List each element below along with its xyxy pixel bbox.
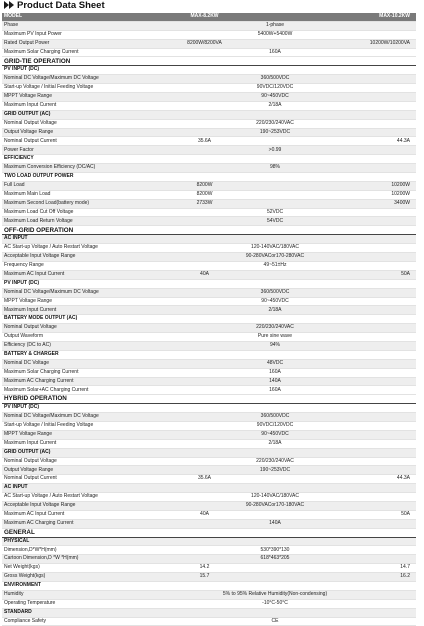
subsection-heading: TWO LOAD OUTPUT POWER — [2, 173, 416, 182]
row-value: 90-280VACor170-180VAC — [134, 501, 416, 510]
row-label: Nominal Output Voltage — [2, 324, 134, 333]
row-label: Nominal DC Voltage/Maximum DC Voltage — [2, 288, 134, 297]
row-value-model-b: 16.2 — [275, 573, 416, 582]
row-label: Output Waveform — [2, 333, 134, 342]
row-label: Start-up Voltage / Initial Feeding Voltage — [2, 84, 134, 93]
table-row — [2, 84, 416, 93]
row-value: 220/230/240VAC — [134, 324, 416, 333]
row-label: Gross Weight(kgs) — [2, 573, 134, 582]
row-label: Output Voltage Range — [2, 466, 134, 475]
row-value-model-b: 10200W — [275, 181, 416, 190]
row-label: Compliance Safety — [2, 617, 134, 626]
table-row — [2, 466, 416, 475]
table-row — [2, 590, 416, 599]
table-row — [2, 377, 416, 386]
row-value: -10°C-50°C — [134, 599, 416, 608]
subsection-heading-row — [2, 235, 416, 244]
table-row — [2, 270, 416, 279]
row-value: 190~253VDC — [134, 128, 416, 137]
table-row — [2, 306, 416, 315]
row-label: Nominal DC Voltage/Maximum DC Voltage — [2, 75, 134, 84]
row-value: 220/230/240VAC — [134, 119, 416, 128]
row-label: Maximum AC Charging Current — [2, 519, 134, 528]
subsection-heading-row — [2, 484, 416, 493]
table-row — [2, 208, 416, 217]
row-label: Maximum Conversion Efficiency (DC/AC) — [2, 164, 134, 173]
row-label: Maximum Load Return Voltage — [2, 217, 134, 226]
table-row — [2, 21, 416, 30]
table-row — [2, 39, 416, 48]
row-value: 5% to 95% Relative Humidity(Non-condensing) — [134, 590, 416, 599]
row-label: Nominal Output Current — [2, 137, 134, 146]
subsection-heading-row — [2, 279, 416, 288]
row-value-model-b: 50A — [275, 510, 416, 519]
row-label: MPPT Voltage Range — [2, 93, 134, 102]
table-row — [2, 288, 416, 297]
subsection-heading: STANDARD — [2, 608, 416, 617]
row-value-model-b: 10200W/10200VA — [275, 39, 416, 48]
table-row — [2, 359, 416, 368]
row-value-model-b: 3400W — [275, 199, 416, 208]
page-header — [0, 0, 424, 14]
row-label: Efficiency (DC to AC) — [2, 341, 134, 350]
row-label: AC Start-up Voltage / Auto Restart Voltage — [2, 493, 134, 502]
row-value: 140A — [134, 377, 416, 386]
row-value: 2/18A — [134, 101, 416, 110]
row-value: 52VDC — [134, 208, 416, 217]
section-heading: GENERAL — [2, 528, 416, 537]
table-row — [2, 253, 416, 262]
subsection-heading-row — [2, 608, 416, 617]
subsection-heading: AC INPUT — [2, 235, 416, 244]
row-value: 94% — [134, 341, 416, 350]
row-label: Dimension,D*W*H(mm) — [2, 546, 134, 555]
subsection-heading-row — [2, 173, 416, 182]
subsection-heading: BATTERY & CHARGER — [2, 350, 416, 359]
row-label: Maximum Second Load(battery mode) — [2, 199, 134, 208]
row-value: 2/18A — [134, 306, 416, 315]
table-row — [2, 93, 416, 102]
section-heading-row — [2, 395, 416, 404]
subsection-heading: GRID OUTPUT (AC) — [2, 448, 416, 457]
table-row — [2, 564, 416, 573]
table-row — [2, 101, 416, 110]
row-value: 2/18A — [134, 439, 416, 448]
table-row — [2, 128, 416, 137]
row-value: 530*390*130 — [134, 546, 416, 555]
row-label: Nominal Output Voltage — [2, 457, 134, 466]
row-label: Maximum Solar Charging Current — [2, 48, 134, 57]
row-label: Maximum Input Current — [2, 101, 134, 110]
section-heading-row — [2, 226, 416, 235]
page-title: Product Data Sheet — [17, 0, 105, 11]
row-label: Maximum Solar+AC Charging Current — [2, 386, 134, 395]
row-label: Acceptable Input Voltage Range — [2, 253, 134, 262]
section-heading: HYBRID OPERATION — [2, 395, 416, 404]
row-value: 160A — [134, 386, 416, 395]
row-label: Maximum Input Current — [2, 306, 134, 315]
row-label: Maximum Load Cut Off Voltage — [2, 208, 134, 217]
table-row — [2, 475, 416, 484]
table-row — [2, 217, 416, 226]
table-row — [2, 75, 416, 84]
row-value: 49~51±Hz — [134, 261, 416, 270]
header-model-b: MAX-10.2KW — [275, 13, 416, 21]
row-value: 48VDC — [134, 359, 416, 368]
row-value: 90~450VDC — [134, 93, 416, 102]
row-value-model-a: 35.6A — [134, 475, 275, 484]
row-label: Power Factor — [2, 146, 134, 155]
row-value: 360/500VDC — [134, 413, 416, 422]
table-row — [2, 244, 416, 253]
row-label: Acceptable Input Voltage Range — [2, 501, 134, 510]
row-value-model-b: 50A — [275, 270, 416, 279]
row-label: AC Start-up Voltage / Auto Restart Voltage — [2, 244, 134, 253]
subsection-heading-row — [2, 350, 416, 359]
row-label: Maximum AC Input Current — [2, 270, 134, 279]
row-label: Operating Temperature — [2, 599, 134, 608]
section-heading-row — [2, 57, 416, 66]
row-value-model-a: 40A — [134, 510, 275, 519]
row-value: 140A — [134, 519, 416, 528]
table-row — [2, 324, 416, 333]
subsection-heading-row — [2, 537, 416, 546]
row-value-model-b: 44.3A — [275, 475, 416, 484]
row-value: 90VDC/120VDC — [134, 84, 416, 93]
row-value: Pure sine wave — [134, 333, 416, 342]
row-label: Nominal Output Current — [2, 475, 134, 484]
subsection-heading-row — [2, 404, 416, 413]
table-row — [2, 386, 416, 395]
subsection-heading: PHYSICAL — [2, 537, 416, 546]
table-row — [2, 181, 416, 190]
row-label: Cartoon Dimension,D *W *H(mm) — [2, 555, 134, 564]
section-heading: GRID-TIE OPERATION — [2, 57, 416, 66]
row-value: CE — [134, 617, 416, 626]
row-value-model-a: 40A — [134, 270, 275, 279]
arrow-right-icon — [9, 1, 14, 9]
subsection-heading: PV INPUT (DC) — [2, 404, 416, 413]
table-row — [2, 137, 416, 146]
table-row — [2, 599, 416, 608]
row-value-model-a: 8200W/8200VA — [134, 39, 275, 48]
table-row — [2, 190, 416, 199]
subsection-heading-row — [2, 448, 416, 457]
subsection-heading-row — [2, 155, 416, 164]
table-row — [2, 546, 416, 555]
row-label: MPPT Voltage Range — [2, 430, 134, 439]
row-label: Maximum AC Charging Current — [2, 377, 134, 386]
row-value: 90~450VDC — [134, 297, 416, 306]
row-value-model-a: 14.2 — [134, 564, 275, 573]
subsection-heading-row — [2, 315, 416, 324]
row-label: Frequency Range — [2, 261, 134, 270]
table-header-row — [2, 13, 416, 21]
row-value: 120-140VAC/180VAC — [134, 244, 416, 253]
table-row — [2, 519, 416, 528]
row-label: Nominal Output Voltage — [2, 119, 134, 128]
subsection-heading-row — [2, 582, 416, 591]
row-value: 90VDC/120VDC — [134, 421, 416, 430]
row-value-model-b: 44.3A — [275, 137, 416, 146]
table-row — [2, 457, 416, 466]
table-row — [2, 555, 416, 564]
subsection-heading-row — [2, 66, 416, 75]
row-value: 360/500VDC — [134, 288, 416, 297]
subsection-heading-row — [2, 110, 416, 119]
row-value-model-a: 2733W — [134, 199, 275, 208]
row-label: Nominal DC Voltage — [2, 359, 134, 368]
subsection-heading: PV INPUT (DC) — [2, 279, 416, 288]
row-label: Nominal DC Voltage/Maximum DC Voltage — [2, 413, 134, 422]
row-label: Phase — [2, 21, 134, 30]
table-row — [2, 510, 416, 519]
table-row — [2, 501, 416, 510]
table-row — [2, 164, 416, 173]
table-row — [2, 439, 416, 448]
subsection-heading: EFFICIENCY — [2, 155, 416, 164]
subsection-heading: PV INPUT (DC) — [2, 66, 416, 75]
header-model-label: MODEL — [2, 13, 134, 21]
section-heading-row — [2, 528, 416, 537]
table-row — [2, 119, 416, 128]
table-row — [2, 617, 416, 626]
row-value: 54VDC — [134, 217, 416, 226]
table-row — [2, 430, 416, 439]
spec-table — [2, 13, 416, 626]
subsection-heading: BATTERY MODE OUTPUT (AC) — [2, 315, 416, 324]
section-heading: OFF-GRID OPERATION — [2, 226, 416, 235]
row-value-model-b: 14.7 — [275, 564, 416, 573]
table-row — [2, 413, 416, 422]
row-value-model-a: 8200W — [134, 181, 275, 190]
table-row — [2, 30, 416, 39]
row-value: 5400W+5400W — [134, 30, 416, 39]
row-value-model-a: 35.6A — [134, 137, 275, 146]
row-label: Rated Output Power — [2, 39, 134, 48]
row-value: 360/500VDC — [134, 75, 416, 84]
table-row — [2, 368, 416, 377]
row-label: Maximum Solar Charging Current — [2, 368, 134, 377]
row-value: 618*463*205 — [134, 555, 416, 564]
row-label: Output Voltage Range — [2, 128, 134, 137]
row-value: 98% — [134, 164, 416, 173]
row-label: MPPT Voltage Range — [2, 297, 134, 306]
table-row — [2, 199, 416, 208]
subsection-heading: ENVIRONMENT — [2, 582, 416, 591]
row-value: 160A — [134, 48, 416, 57]
row-value: 160A — [134, 368, 416, 377]
row-value: 90~450VDC — [134, 430, 416, 439]
table-row — [2, 297, 416, 306]
subsection-heading: AC INPUT — [2, 484, 416, 493]
row-value-model-a: 15.7 — [134, 573, 275, 582]
table-row — [2, 333, 416, 342]
table-row — [2, 341, 416, 350]
row-value: >0.99 — [134, 146, 416, 155]
row-label: Net Weight(kgs) — [2, 564, 134, 573]
header-model-a: MAX-8.2KW — [134, 13, 275, 21]
table-row — [2, 48, 416, 57]
subsection-heading: GRID OUTPUT (AC) — [2, 110, 416, 119]
row-label: Maximum Main Load — [2, 190, 134, 199]
row-label: Maximum AC Input Current — [2, 510, 134, 519]
table-row — [2, 493, 416, 502]
row-label: Full Load — [2, 181, 134, 190]
row-value: 190~253VDC — [134, 466, 416, 475]
row-value: 90-280VACor170-280VAC — [134, 253, 416, 262]
table-row — [2, 146, 416, 155]
row-label: Maximum PV Input Power — [2, 30, 134, 39]
row-value: 1-phase — [134, 21, 416, 30]
table-row — [2, 421, 416, 430]
table-row — [2, 261, 416, 270]
row-value-model-a: 8200W — [134, 190, 275, 199]
row-label: Start-up Voltage / Initial Feeding Voltage — [2, 421, 134, 430]
row-value: 220/230/240VAC — [134, 457, 416, 466]
row-label: Humidity — [2, 590, 134, 599]
row-value: 120-140VAC/180VAC — [134, 493, 416, 502]
table-row — [2, 573, 416, 582]
row-value-model-b: 10200W — [275, 190, 416, 199]
row-label: Maximum Input Current — [2, 439, 134, 448]
